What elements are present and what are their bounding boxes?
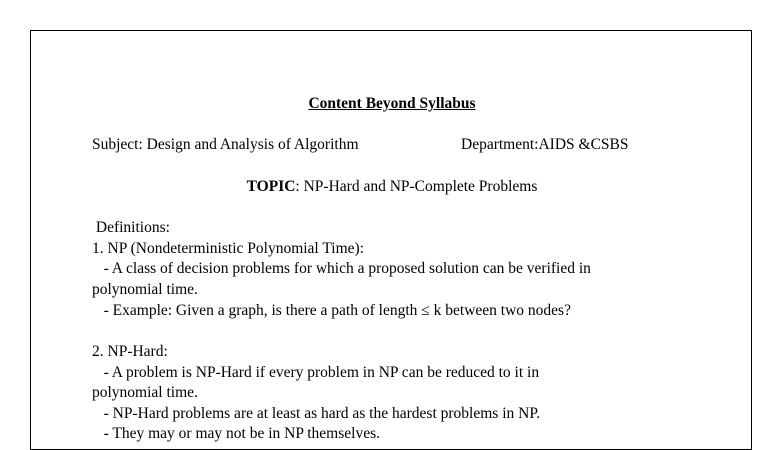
np-hard-line-3: - NP-Hard problems are at least as hard as the hardest problems in NP. <box>92 405 541 422</box>
np-line-2: polynomial time. <box>92 281 198 298</box>
np-line-3: - Example: Given a graph, is there a path of length ≤ k between two nodes? <box>92 302 571 319</box>
subject-line: Subject: Design and Analysis of Algorithm <box>92 136 359 153</box>
topic-label: TOPIC <box>246 178 296 195</box>
document-title: Content Beyond Syllabus <box>308 95 476 112</box>
topic-text: : NP-Hard and NP-Complete Problems <box>295 178 538 195</box>
np-hard-line-2: polynomial time. <box>92 384 198 401</box>
topic-line <box>0 178 784 196</box>
np-heading: 1. NP (Nondeterministic Polynomial Time): <box>92 240 364 257</box>
department-line: Department:AIDS &CSBS <box>461 136 629 153</box>
np-hard-line-1: - A problem is NP-Hard if every problem in NP can be reduced to it in <box>92 364 540 381</box>
np-hard-heading: 2. NP-Hard: <box>92 343 168 360</box>
definitions-heading: Definitions: <box>92 219 170 236</box>
np-line-1: - A class of decision problems for which a proposed solution can be verified in <box>92 260 591 277</box>
np-hard-line-4: - They may or may not be in NP themselves. <box>92 425 380 442</box>
